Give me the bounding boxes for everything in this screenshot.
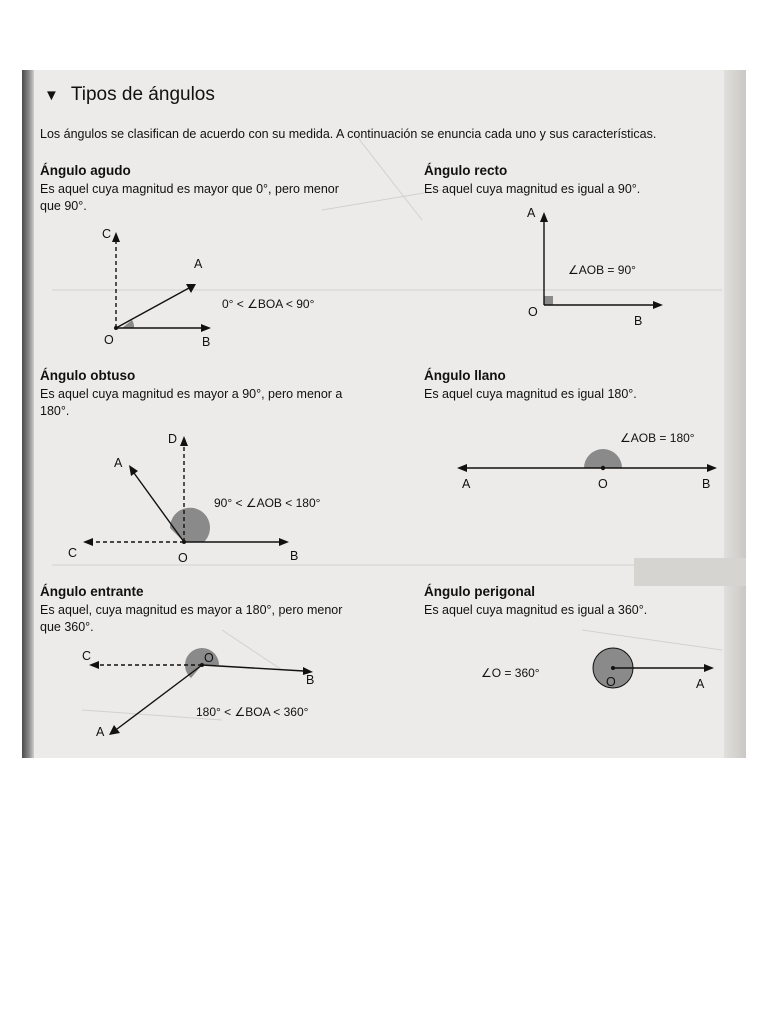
section-title (44, 84, 215, 106)
acute-angle-desc-line-1: Es aquel cuya magnitud es mayor que 0°, pero menor (40, 182, 339, 196)
ray-oa (117, 665, 202, 729)
label-d: D (168, 432, 178, 446)
right-relation: ∠AOB = 90° (568, 263, 636, 277)
arrowhead-a (109, 725, 120, 735)
vertex-point (601, 466, 605, 470)
label-c: C (68, 546, 78, 560)
arrowhead-c (112, 232, 120, 242)
obtuse-relation: 90° < ∠AOB < 180° (214, 496, 321, 510)
arrowhead-d (180, 436, 188, 446)
acute-angle-heading: Ángulo agudo (40, 163, 131, 178)
right-angle-heading: Ángulo recto (424, 163, 508, 178)
label-a: A (696, 677, 705, 691)
obtuse-angle-diagram (64, 425, 344, 570)
obtuse-angle-desc-line-2: 180°. (40, 404, 70, 418)
intro-text: Los ángulos se clasifican de acuerdo con su medida. A continuación se enuncia cada uno y sus características. (40, 127, 657, 141)
label-o: O (178, 551, 188, 565)
ray-ob (202, 665, 304, 671)
arrowhead-c (83, 538, 93, 546)
obtuse-angle-heading: Ángulo obtuso (40, 368, 136, 383)
arrowhead-a (129, 465, 138, 476)
right-angle-mark (544, 296, 553, 305)
arrowhead-b (201, 324, 211, 332)
full-angle-heading: Ángulo perigonal (424, 584, 535, 599)
straight-angle-diagram (442, 422, 732, 497)
ray-oa (134, 473, 184, 542)
straight-relation: ∠AOB = 180° (620, 431, 695, 445)
label-a: A (96, 725, 105, 739)
full-angle-diagram (477, 640, 727, 700)
arrowhead-a (540, 212, 548, 222)
vertex-point (182, 540, 186, 544)
vertex-point (114, 326, 118, 330)
arrowhead-b (653, 301, 663, 309)
section-title-text: Tipos de ángulos (70, 84, 215, 105)
label-a: A (527, 206, 536, 220)
straight-angle-desc: Es aquel cuya magnitud es igual 180°. (424, 387, 637, 401)
label-b: B (290, 549, 299, 563)
arrowhead-a (704, 664, 714, 672)
label-a: A (114, 456, 123, 470)
scanned-page (22, 70, 746, 758)
arrowhead-b (707, 464, 717, 472)
full-angle-desc: Es aquel cuya magnitud es igual a 360°. (424, 603, 648, 617)
label-b: B (702, 477, 711, 491)
label-c: C (102, 227, 112, 241)
label-o: O (598, 477, 608, 491)
label-a: A (194, 257, 203, 271)
reflex-angle-desc-line-2: que 360°. (40, 620, 94, 634)
reflex-angle-desc-line-1: Es aquel, cuya magnitud es mayor a 180°, pero menor (40, 603, 343, 617)
full-relation: ∠O = 360° (481, 666, 540, 680)
right-angle-desc: Es aquel cuya magnitud es igual a 90°. (424, 182, 641, 196)
reflex-angle-heading: Ángulo entrante (40, 584, 144, 599)
angle-arc-shade (584, 449, 622, 468)
label-o: O (528, 305, 538, 319)
label-o: O (204, 651, 214, 665)
acute-relation: 0° < ∠BOA < 90° (222, 297, 315, 311)
label-b: B (202, 335, 211, 349)
arrowhead-b (279, 538, 289, 546)
reflex-angle-diagram (80, 638, 370, 743)
label-b: B (634, 314, 643, 328)
label-o: O (104, 333, 114, 347)
right-angle-diagram (522, 200, 682, 335)
acute-angle-diagram (102, 220, 342, 350)
acute-angle-desc-line-2: que 90°. (40, 199, 87, 213)
angle-arc-shade (170, 508, 210, 542)
label-b: B (306, 673, 315, 687)
ray-oa (116, 288, 189, 328)
reflex-relation: 180° < ∠BOA < 360° (196, 705, 309, 719)
label-a: A (462, 477, 471, 491)
obtuse-angle-desc-line-1: Es aquel cuya magnitud es mayor a 90°, pero menor a (40, 387, 343, 401)
arrowhead-a (457, 464, 467, 472)
straight-angle-heading: Ángulo llano (424, 368, 506, 383)
vertex-point (611, 666, 615, 670)
label-c: C (82, 649, 92, 663)
triangle-marker-icon: ▼ (44, 87, 59, 104)
label-o: O (606, 675, 616, 689)
